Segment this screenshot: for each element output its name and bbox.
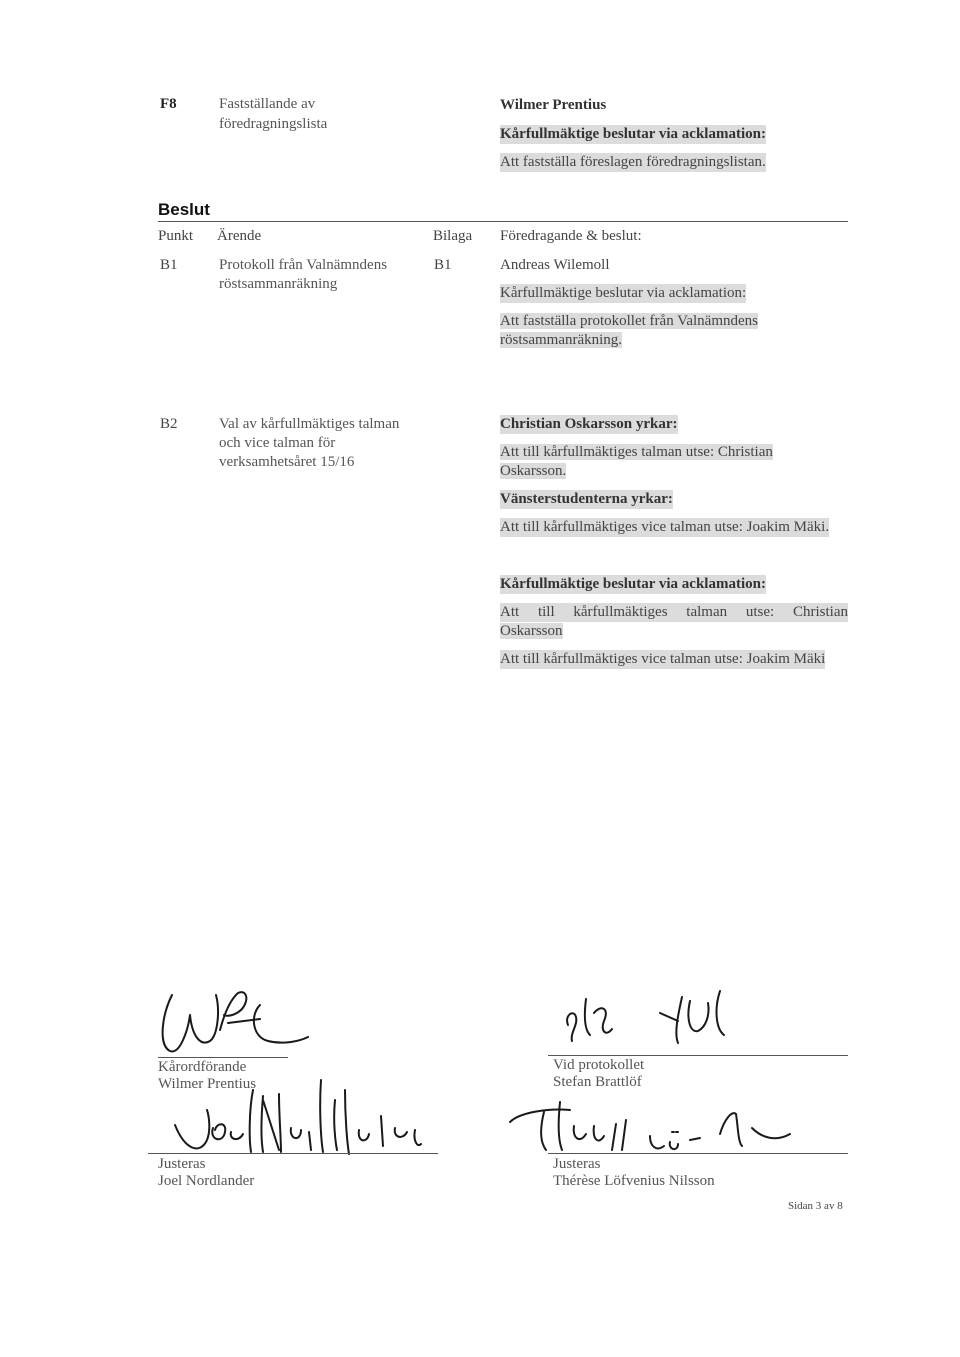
f8-code: F8	[160, 96, 177, 112]
beslut-rule	[158, 221, 848, 222]
b2-title-line3: verksamhetsåret 15/16	[219, 454, 355, 470]
sig3-role: Justeras	[158, 1156, 206, 1172]
signature-therese-lofvenius-nilsson	[500, 1080, 830, 1160]
b1-decision-line1: Att fastställa protokollet från Valnämndens	[500, 313, 758, 329]
page-number: Sidan 3 av 8	[788, 1200, 843, 1212]
b2-claim1-line2: Oskarsson.	[500, 463, 567, 479]
b2-claim2-heading: Vänsterstudenterna yrkar:	[500, 491, 673, 507]
f8-title-line1: Fastställande av	[219, 96, 316, 112]
b2-decision-heading: Kårfullmäktige beslutar via acklamation:	[500, 576, 766, 592]
b2-decision1-line2: Oskarsson	[500, 623, 563, 639]
sig1-name: Wilmer Prentius	[158, 1076, 257, 1092]
b1-title-line1: Protokoll från Valnämndens	[219, 257, 388, 273]
f8-title-line2: föredragningslista	[219, 116, 328, 132]
b2-decision1-block	[500, 603, 848, 641]
b2-claim1-heading: Christian Oskarsson yrkar:	[500, 416, 678, 432]
b2-decision2-line1: Att till kårfullmäktiges vice talman utse: Joakim Mäki	[500, 651, 826, 667]
col-arende: Ärende	[217, 228, 262, 244]
sig2-name: Stefan Brattlöf	[553, 1074, 642, 1090]
b2-claim2-line1: Att till kårfullmäktiges vice talman utse: Joakim Mäki.	[500, 519, 830, 535]
signature-wilmer-prentius	[150, 975, 310, 1060]
col-bilaga: Bilaga	[433, 228, 473, 244]
beslut-heading: Beslut	[158, 200, 210, 219]
sig4-line	[548, 1153, 848, 1154]
b1-title-line2: röstsammanräkning	[219, 276, 338, 292]
sig4-name: Thérèse Löfvenius Nilsson	[553, 1173, 715, 1189]
col-foredragande: Föredragande & beslut:	[500, 228, 642, 244]
f8-decision-text: Att fastställa föreslagen föredragningslistan.	[500, 154, 766, 170]
sig4-role: Justeras	[553, 1156, 601, 1172]
signature-stefan-brattlof	[560, 985, 740, 1055]
b2-code: B2	[160, 416, 178, 432]
b1-decision-line2: röstsammanräkning.	[500, 332, 623, 348]
b2-title-line2: och vice talman för	[219, 435, 336, 451]
b2-title-line1: Val av kårfullmäktiges talman	[219, 416, 400, 432]
sig3-line	[148, 1153, 438, 1154]
b2-claim1-line1: Att till kårfullmäktiges talman utse: Christian	[500, 444, 773, 460]
sig1-role: Kårordförande	[158, 1059, 247, 1075]
b2-claim1-block	[500, 443, 773, 481]
b2-decision1-line1: Att till kårfullmäktiges talman utse: Christian	[500, 604, 848, 620]
b1-decision-block	[500, 312, 758, 350]
b1-presenter: Andreas Wilemoll	[500, 257, 610, 273]
b1-code: B1	[160, 257, 178, 273]
b1-attachment: B1	[434, 257, 452, 273]
col-punkt: Punkt	[158, 228, 194, 244]
b1-decision-heading: Kårfullmäktige beslutar via acklamation:	[500, 285, 747, 301]
sig3-name: Joel Nordlander	[158, 1173, 255, 1189]
f8-presenter: Wilmer Prentius	[500, 97, 607, 113]
sig2-role: Vid protokollet	[553, 1057, 645, 1073]
f8-decision-heading: Kårfullmäktige beslutar via acklamation:	[500, 126, 766, 142]
